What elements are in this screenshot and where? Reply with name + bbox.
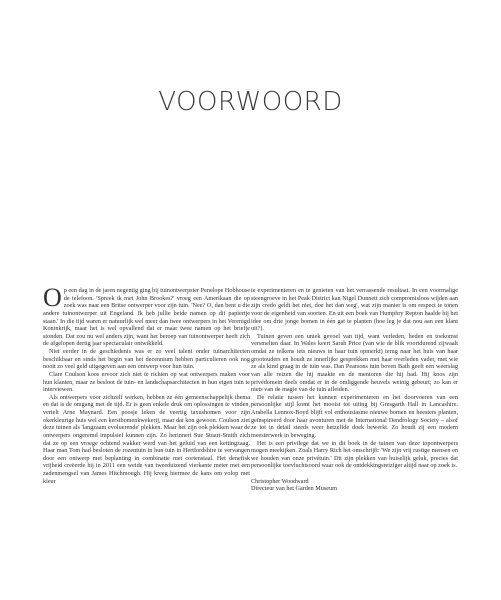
drop-cap: O [43,283,62,312]
page-title: VOORWOORD [158,87,343,117]
paragraph: Clare Coulson koos ervoor zich niet te richten op wat ontwerpers maken voor hun klanten, maar ze besloot de tuin- en landschapsarchitecten in hun eigen tuin te interviewen. [43,370,250,394]
paragraph: Als ontwerpers voor zichzelf werken, hebben ze één gemeenschappelijk thema en dat is de omgang met de tijd. Er is geen enkele druk om oplossingen te vinden, vertelt Arne Maynard. Een poosje leken de veertig taxushomen voor zijn okerkleurige huis wel een kerstbomenkwekerij, maar dat kon gewoon. Coulson ziet deze tuinen als 'langzaam evoluerende' plekken. Maar het zijn ook plekken waar de ontwerpers ongeremd impulsief kunnen zijn. Zo herinnert Sue Stuart-Smith zich dat ze op een vroege ochtend wakker werd van het geluid van een kettingzaag. Haar man Tom had besloten de rozentuin in hun tuin in Hertfordshire te vervangen door een ontwerp met beplanting in combinatie met cortenstaal. Het denefisk vrijheid creëerde hij in 2011 een weide van tweeduizend vierkante meter met een zadenmengsel van James Hitchmough. Hij kreeg hiermee de kans om volop met kleur [43,393,250,485]
left-text-column [43,283,250,485]
paragraph [43,283,250,348]
paragraph-text: p een dag in de jaren negentig ging bij tuinontwerpster Penelope Hobhouse de telefoon. 'Spreek ik met John Brookes?' vroeg een Amerikaan die op zoek was naar een Britse ontwerper voor zijn tuin. 'Nee? O, dan bent u die andere tuinontwerper uit Engeland. Ik heb jullie beide namen op dit papiertje staan.' In die tijd waren er natuurlijk wel meer dan twee ontwerpers in het Verenigd Koninkrijk, maar het is wel opvallend dat er maar twee namen op het briefje stonden. Dat zou nu wel anders zijn, want het beroep van tuinontwerper heeft zich de afgelopen dertig jaar spectaculair ontwikkeld. [43,287,250,348]
paragraph: De relatie tussen het kunnen experimenteren en het doorvoeren van een persoonlijke stijl komt het mooist tot uiting bij Gresgarth Hall in Lancashire. Arabella Lennox-Boyd blijft vol enthousiasme nieuwe bomen en heesters planten, geïnspireerd door haar avonturen met de International Dendrology Society – alsof ze tot in detail steeds weer hetzelfde doek bewerkt. Zo houdt zij een modern meesterwerk in beweging. [251,393,458,439]
spacer [251,470,458,478]
right-text-column [251,287,458,493]
paragraph: Niet eerder in de geschiedenis was er zo veel talent onder tuinarchitecten beschikbaar en sinds het begin van het decennium hebben particulieren ook nog nooit zo veel geld uitgegeven aan een ontwerp voor hun tuin. [43,348,250,371]
paragraph: Het is een privilege dat we in dit boek in de tuinen van deze topontwerpers mogen meekijken. Zoals Harry Rich het omschrijft: 'We zijn vrij rustige mensen en we houden van onze privétuin.' Dit zijn plekken van huiselijk geluk, precies dat persoonlijke toevluchtsoord waar ook de ontdekkingsreiziger altijd naar op zoek is. [251,439,458,470]
signature-name: Christopher Woodward [251,477,309,485]
paragraph: Tuinen geven een uniek gevoel van tijd, want verleden, heden en toekomst versmelten daar. In Wales keert Sarah Price (van wie de blik voortdurend zijwaalt omdat ze telkens iets nieuws in haar tuin opmerkt) terug naar het huis van haar grootouders en houdt ze innerlijke gesprekken met haar overleden vader, met wie ze als kind graag in de tuin was. Dan Pearsons tuin boven Bath geeft een weerslag van alle reizen die hij maakte en de mentoren die hij had. Hij koos zijn privédomein deels omdat er in de omliggende heuvels weinig gebeurt; zo kan er niets van de magie van de tuin afleiden. [251,332,458,394]
signature-role: Directeur van het Garden Museum [251,485,337,493]
paragraph: te experimenteren en te genieten van het verrassende resultaat. In een voormalige steengroeve in het Peak District kan Nigel Dunnett zich compromisloos wijden aan zijn credo geldt het niet, doe het dan weg', wat zijn manier is om respect te tonen voor de eigenheid van soorten. En uit een boek van Humphry Repton haalde hij het idee om drie jonge bomen in één gat te planten (hoe leg je dat nou aan een klant uit?). [251,287,458,333]
